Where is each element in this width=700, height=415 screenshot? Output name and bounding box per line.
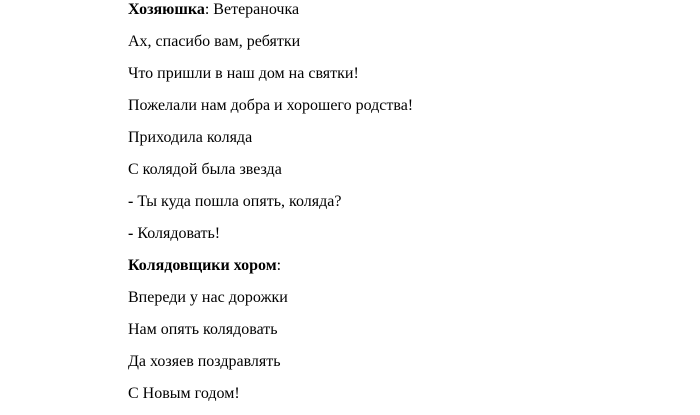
text-line [128,96,413,116]
text-line [128,352,281,372]
line-text: С Новым годом! [128,385,240,402]
text-line [128,128,252,148]
text-line-dialogue [128,224,220,244]
text-line-speaker-carolers [128,256,281,276]
line-text: : [276,257,282,274]
text-line [128,384,240,404]
text-line [128,320,278,340]
line-text: Колядовать! [133,225,221,242]
line-text: Впереди у нас дорожки [128,289,288,306]
line-text: Приходила коляда [128,129,253,146]
speaker-name: Хозяюшка [128,1,205,18]
line-text: Да хозяев поздравлять [128,353,281,370]
dialogue-dash: - [128,225,134,242]
line-text: Ты куда пошла опять, коляда? [133,193,342,210]
line-text: Что пришли в наш дом на святки! [128,65,359,82]
text-line [128,32,300,52]
text-line [128,288,288,308]
line-text: Пожелали нам добра и хорошего родства! [128,97,414,114]
speaker-name: Колядовщики хором [128,257,277,274]
text-line-dialogue [128,192,341,212]
text-line [128,160,282,180]
text-line-speaker-hostess [128,0,299,20]
dialogue-dash: - [128,193,134,210]
line-text: Ах, спасибо вам, ребятки [128,33,301,50]
line-text: : Ветераночка [204,1,300,18]
line-text: Нам опять колядовать [128,321,278,338]
text-line [128,64,359,84]
line-text: С колядой была звезда [128,161,282,178]
